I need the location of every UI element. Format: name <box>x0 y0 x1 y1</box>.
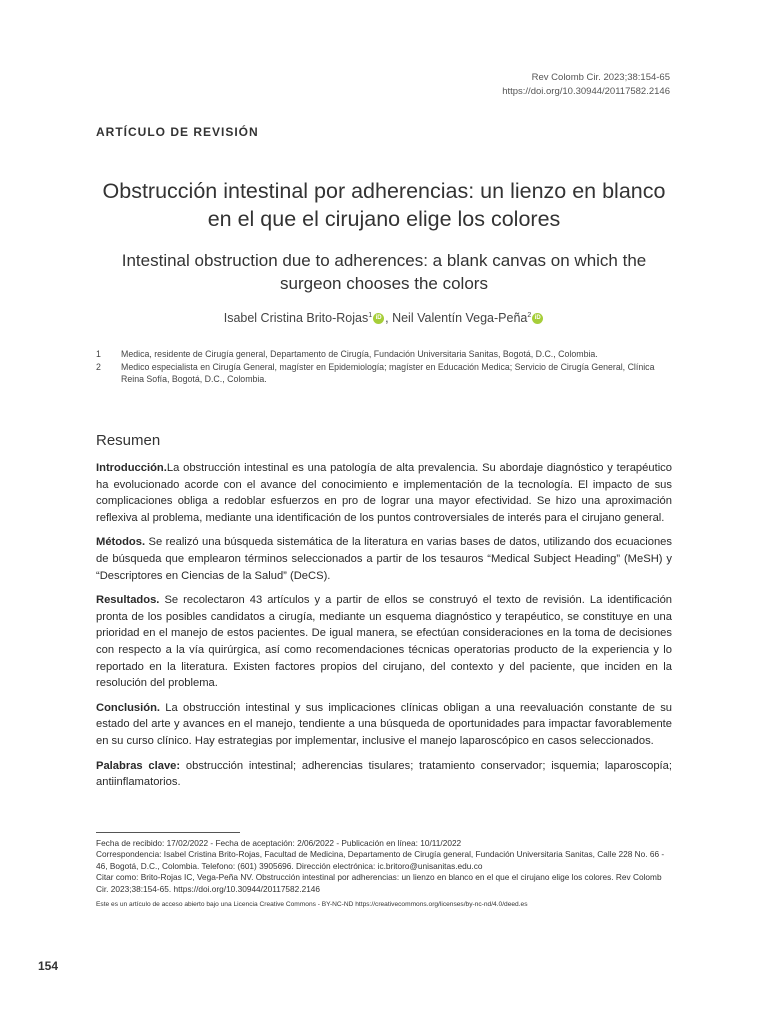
cite-as: Citar como: Brito-Rojas IC, Vega-Peña NV. Obstrucción intestinal por adherencias: un lienzo en blanco en el que el cirujano elige los colores. Rev Colomb Cir. 2023;38:154-65. https://doi.org/10.30944/20117582.2146 <box>96 872 662 894</box>
affiliation-item <box>96 361 672 386</box>
section-text: obstrucción intestinal; adherencias tisulares; tratamiento conservador; isquemia; laparoscopía; antiinflamatorios. <box>96 759 672 789</box>
abstract-body <box>96 460 672 799</box>
abstract-heading: Resumen <box>96 432 161 449</box>
section-text: Se realizó una búsqueda sistemática de la literatura en varias bases de datos, utilizando dos ecuaciones de búsqueda que emplearon términos seleccionados a partir de los tesauros “Medical Subject Heading” (MeSH) y “Descriptores en Ciencias de la Salud” (DeCS). <box>96 536 672 582</box>
abstract-results <box>96 592 672 692</box>
journal-doi-link[interactable]: https://doi.org/10.30944/20117582.2146 <box>502 86 670 97</box>
section-label: Introducción. <box>96 462 167 474</box>
article-type: ARTÍCULO DE REVISIÓN <box>96 125 259 139</box>
abstract-introduction <box>96 460 672 526</box>
orcid-icon[interactable]: iD <box>532 313 543 324</box>
affiliation-number: 1 <box>96 349 101 359</box>
journal-citation: Rev Colomb Cir. 2023;38:154-65 <box>531 72 670 83</box>
title-english: Intestinal obstruction due to adherences: a blank canvas on which the surgeon chooses the colors <box>121 251 647 293</box>
affiliation-number: 2 <box>96 361 101 372</box>
affiliation-text: Medico especialista en Cirugía General, magíster en Epidemiología; magíster en Educación Medica; Servicio de Cirugía General, Clínica Reina Sofía, Bogotá, D.C., Colombia. <box>121 361 655 385</box>
authors-line <box>96 311 672 325</box>
abstract-keywords <box>96 758 672 791</box>
correspondence: Correspondencia: Isabel Cristina Brito-Rojas, Facultad de Medicina, Departamento de Cirugía general, Fundación Universitaria Sanitas, Calle 228 No. 66 - 46, Bogotá, D.C., Colombia. Telefono: (601) 3905696. Dirección electrónica: ic.britoro@unisanitas.edu.co <box>96 849 665 871</box>
section-text: La obstrucción intestinal es una patología de alta prevalencia. Su abordaje diagnóstico y terapéutico ha evolucionado acorde con el avance del conocimiento e implementación de la tecnología. El impacto de sus complicaciones obliga a redoblar esfuerzos en pro de lograr una mayor efectividad. Se hizo una aproximación reflexiva al problema, mediante una identificación de los puntos controversiales de interés para el cirujano general. <box>96 462 672 524</box>
orcid-icon[interactable]: iD <box>373 313 384 324</box>
author-affiliation-ref: 1 <box>368 311 373 319</box>
page-number: 154 <box>38 959 59 973</box>
author-affiliation-ref: 2 <box>527 311 532 319</box>
publication-dates: Fecha de recibido: 17/02/2022 - Fecha de aceptación: 2/06/2022 - Publicación en línea: 10/11/2022 <box>96 838 462 848</box>
abstract-methods <box>96 534 672 584</box>
affiliation-item <box>96 348 672 361</box>
author-name: Isabel Cristina Brito-Rojas <box>223 311 369 325</box>
affiliation-text: Medica, residente de Cirugía general, Departamento de Cirugía, Fundación Universitaria Sanitas, Bogotá, D.C., Colombia. <box>121 349 598 359</box>
author-separator: , <box>385 311 393 325</box>
footnotes <box>96 838 676 910</box>
section-text: Se recolectaron 43 artículos y a partir de ellos se construyó el texto de revisión. La identificación pronta de los posibles candidatos a cirugía, mediante un esquema diagnóstico y terapéutico, se constituye en una prioridad en el manejo de estos pacientes. De igual manera, se efectúan consideraciones en la toma de decisiones con respecto a la vía quirúrgica, así como recomendaciones técnicas operatorias producto de la experiencia y lo reportado en la literatura. Existen factores propios del cirujano, del contexto y del paciente, que inciden en la resolución del problema. <box>96 594 673 690</box>
section-label: Métodos. <box>96 536 146 549</box>
section-label: Conclusión. <box>96 701 161 714</box>
section-label: Resultados. <box>96 594 160 607</box>
journal-reference <box>502 71 670 99</box>
license-note: Este es un artículo de acceso abierto bajo una Licencia Creative Commons - BY-NC-ND https://creativecommons.org/licenses/by-nc-nd/4.0/deed.es <box>96 901 528 909</box>
section-label: Palabras clave: <box>96 759 181 772</box>
author-name: Neil Valentín Vega-Peña <box>392 311 528 325</box>
section-text: La obstrucción intestinal y sus implicaciones clínicas obligan a una reevaluación constante de su estado del arte y avances en el manejo, tendiente a una búsqueda de oportunidades para impactar favorablemente en su curso clínico. Hay estrategias por implementar, inclusive el manejo laparoscópico en casos seleccionados. <box>96 701 673 747</box>
title-spanish: Obstrucción intestinal por adherencias: un lienzo en blanco en el que el cirujano elige los colores <box>102 179 666 231</box>
abstract-conclusion <box>96 700 672 750</box>
affiliations <box>96 348 672 386</box>
footnote-divider <box>96 832 240 833</box>
